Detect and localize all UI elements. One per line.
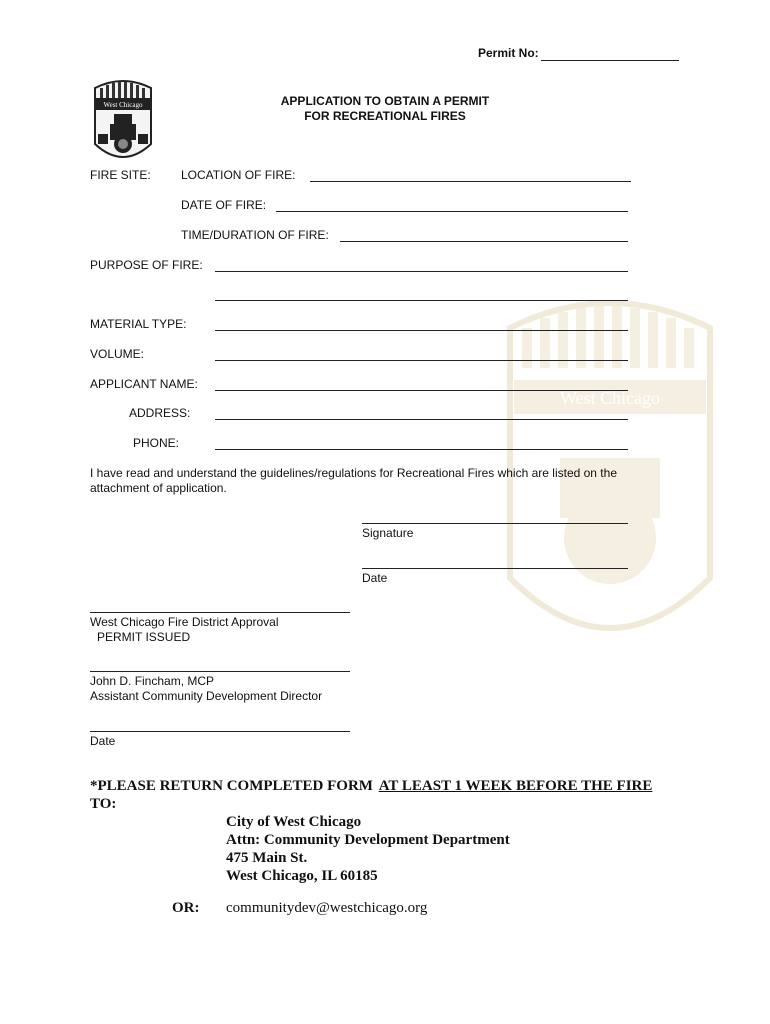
signature-label: Signature (362, 526, 414, 540)
purpose-label: PURPOSE OF FIRE: (90, 258, 203, 272)
return-instruction-text: *PLEASE RETURN COMPLETED FORM (90, 778, 373, 794)
date-label: DATE OF FIRE: (181, 198, 267, 212)
fire-district-approval-label: West Chicago Fire District Approval (90, 615, 279, 629)
return-to-label: TO: (90, 796, 117, 812)
time-duration-label: TIME/DURATION OF FIRE: (181, 228, 329, 242)
watermark-text: West Chicago (559, 388, 661, 408)
phone-field[interactable] (215, 449, 628, 450)
permit-issued-label: PERMIT ISSUED (97, 630, 191, 644)
return-address-line4: West Chicago, IL 60185 (226, 868, 378, 884)
director-title: Assistant Community Development Director (90, 689, 323, 703)
return-address-line2: Attn: Community Development Department (226, 832, 510, 848)
or-label: OR: (172, 900, 200, 916)
material-type-label: MATERIAL TYPE: (90, 317, 187, 331)
acknowledgement-line1: I have read and understand the guidelines/regulations for Recreational Fires which are listed on the (90, 466, 617, 480)
logo-text: West Chicago (103, 101, 143, 109)
return-instruction (90, 778, 652, 795)
location-field[interactable] (310, 181, 631, 182)
fire-district-approval-line[interactable] (90, 612, 350, 613)
address-field[interactable] (215, 419, 628, 420)
material-type-field[interactable] (215, 330, 628, 331)
return-address-line3: 475 Main St. (226, 850, 308, 866)
volume-label: VOLUME: (90, 347, 145, 361)
signature-date-label: Date (362, 571, 388, 585)
fire-site-label: FIRE SITE: (90, 168, 151, 182)
purpose-field-line2[interactable] (215, 300, 628, 301)
return-address-line1: City of West Chicago (226, 814, 362, 830)
signature-date-field[interactable] (362, 568, 628, 569)
permit-number-label: Permit No: (478, 46, 539, 60)
email-link[interactable]: communitydev@westchicago.org (226, 900, 428, 916)
applicant-name-label: APPLICANT NAME: (90, 377, 198, 391)
acknowledgement-line2: attachment of application. (90, 481, 227, 495)
form-title-line2: FOR RECREATIONAL FIRES (304, 109, 466, 123)
approval-date-line[interactable] (90, 731, 350, 732)
purpose-field[interactable] (215, 271, 628, 272)
volume-field[interactable] (215, 360, 628, 361)
location-label: LOCATION OF FIRE: (181, 168, 296, 182)
director-name: John D. Fincham, MCP (90, 674, 215, 688)
address-label: ADDRESS: (129, 406, 191, 420)
approval-date-label: Date (90, 734, 116, 748)
applicant-name-field[interactable] (215, 390, 628, 391)
form-title-line1: APPLICATION TO OBTAIN A PERMIT (280, 94, 490, 108)
permit-number-line[interactable] (541, 60, 679, 61)
return-deadline: AT LEAST 1 WEEK BEFORE THE FIRE (378, 778, 653, 794)
phone-label: PHONE: (133, 436, 180, 450)
signature-field[interactable] (362, 523, 628, 524)
director-signature-line[interactable] (90, 671, 350, 672)
time-duration-field[interactable] (340, 241, 628, 242)
date-field[interactable] (276, 211, 628, 212)
